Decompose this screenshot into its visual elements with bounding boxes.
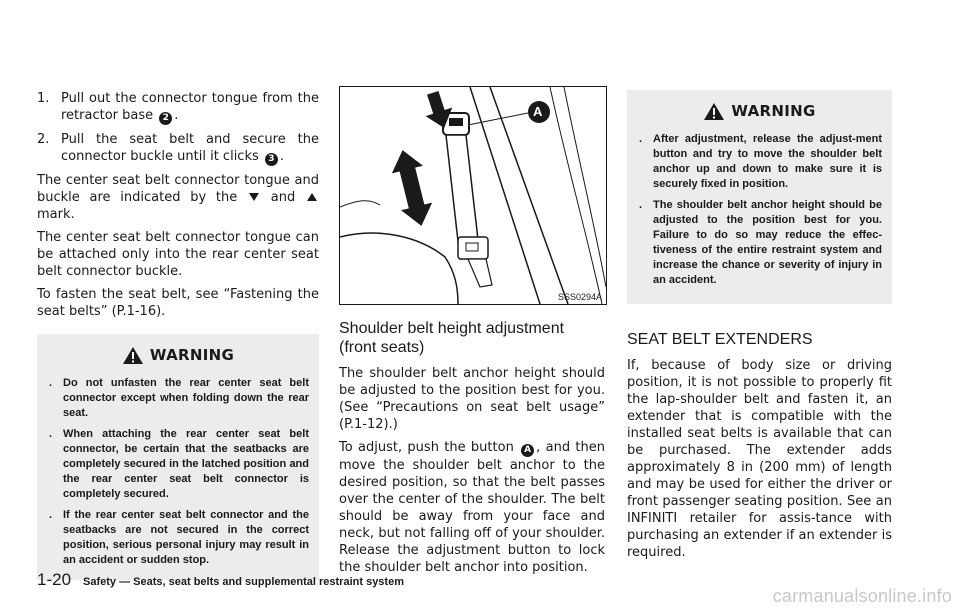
warning-box-left [37,334,319,580]
warning-item: . The shoulder belt anchor height should be adjusted to the position best for you. Failure to do so may reduce the effec-tiveness of the entire restraint system and increase the chance or severity of injury in an accident. [639,199,882,286]
section-heading-extenders: SEAT BELT EXTENDERS [627,331,813,348]
mark-paragraph-end: mark. [37,207,75,222]
step-1: 1. Pull out the connector tongue from the retractor base 2 . [37,91,319,123]
step-1-number: 1. [37,91,50,106]
warning-item: . Do not unfasten the rear center seat belt connector except when folding down the rear seat. [49,377,309,419]
warning-title: WARNING [731,102,816,120]
warning-box-right [627,90,892,304]
mark-paragraph-and: and [270,190,296,205]
warning-item: . When attaching the rear center seat belt connector, be certain that the seatbacks are completely secured in the latched position and the rear center seat belt connector is completely secured. [49,428,309,500]
warning-list [637,132,882,288]
reference-marker-3: 3 [265,153,278,166]
watermark: carmanualsonline.info [772,586,952,606]
mark-paragraph [37,172,319,223]
center-buckle-paragraph: The center seat belt connector tongue can be attached only into the rear center seat belt connector buckle. [37,230,319,279]
section-heading-shoulder-belt: Shoulder belt height adjustment (front seats) [339,320,565,356]
step-2: 2. Pull the seat belt and secure the connector buckle until it clicks 3 . [37,132,319,164]
warning-item-text: When attaching the rear center seat belt connector, be certain that the seatbacks are completely secured in the latched position and the rear center seat belt connector is completely secured. [63,428,309,500]
fasten-reference-paragraph: To fasten the seat belt, see “Fastening the seat belts” (P.1-16). [37,287,319,319]
warning-icon [122,346,144,365]
warning-item: . If the rear center seat belt connector and the seatbacks are not secured in the correct position, serious personal injury may result in an accident or sudden stop. [49,509,309,566]
warning-list [47,376,309,568]
shoulder-belt-figure [339,86,607,305]
up-triangle-mark-icon [307,193,317,201]
page-number: 1-20 [37,570,72,589]
page-footer [37,570,404,590]
step-2-number: 2. [37,132,50,147]
middle-column [339,86,605,576]
warning-item-text: Do not unfasten the rear center seat belt connector except when folding down the rear seat. [63,377,309,419]
warning-title: WARNING [149,346,235,364]
reference-marker-a: A [521,444,534,457]
right-column [627,90,892,561]
shoulder-belt-paragraph-2 [339,439,605,576]
warning-item-text: If the rear center seat belt connector and the seatbacks are not secured in the correct position, serious personal injury may result in an accident or sudden stop. [63,509,309,566]
warning-header [637,98,882,124]
warning-header [47,342,309,368]
reference-marker-2: 2 [159,112,172,125]
step-2-text: Pull the seat belt and secure the connector buckle until it clicks [61,132,319,164]
extenders-paragraph: If, because of body size or driving position, it is not possible to properly fit the lap-shoulder belt and fasten it, an extender that is compatible with the installed seat belts is available that can be purchased. The extender adds approximately 8 in (200 mm) of length and may be used for either the driver or front passenger seating position. See an INFINITI retailer for assis-tance with purchasing an extender if an extender is required. [627,358,892,560]
adjust-text-end: , and then move the shoulder belt anchor to the desired position, so that the belt passes over the center of the shoulder. The belt should be away from your face and neck, but not falling off of your shoulder. Release the adjustment button to lock the shoulder belt anchor into position. [339,440,605,575]
warning-item-text: After adjustment, release the adjust-ment button and try to move the shoulder belt anchor up and down to make sure it is securely fixed in position. [653,133,882,190]
warning-item-text: The shoulder belt anchor height should be adjusted to the position best for you. Failure to do so may reduce the effec-tiveness of the entire restraint system and increase the chance or severity of injury in an accident. [653,199,882,286]
figure-code: SSS0294A [557,292,602,302]
warning-item: . After adjustment, release the adjust-ment button and try to move the shoulder belt anchor up and down to make sure it is securely fixed in position. [639,133,882,190]
seat-belt-illustration [340,87,606,304]
down-triangle-mark-icon [249,193,259,201]
adjust-text-start: To adjust, push the button [339,440,514,455]
step-1-text: Pull out the connector tongue from the retractor base [61,91,319,123]
warning-icon [703,102,725,121]
footer-section-title: Safety — Seats, seat belts and supplemental restraint system [83,576,404,588]
mark-paragraph-text: The center seat belt connector tongue and buckle are indicated by the [37,173,319,205]
figure-callout-a: A [533,104,543,119]
left-column [37,90,319,580]
shoulder-belt-paragraph-1: The shoulder belt anchor height should be adjusted to the position best for you. (See “Precautions on seat belt usage” (P.1-12).) [339,366,605,432]
